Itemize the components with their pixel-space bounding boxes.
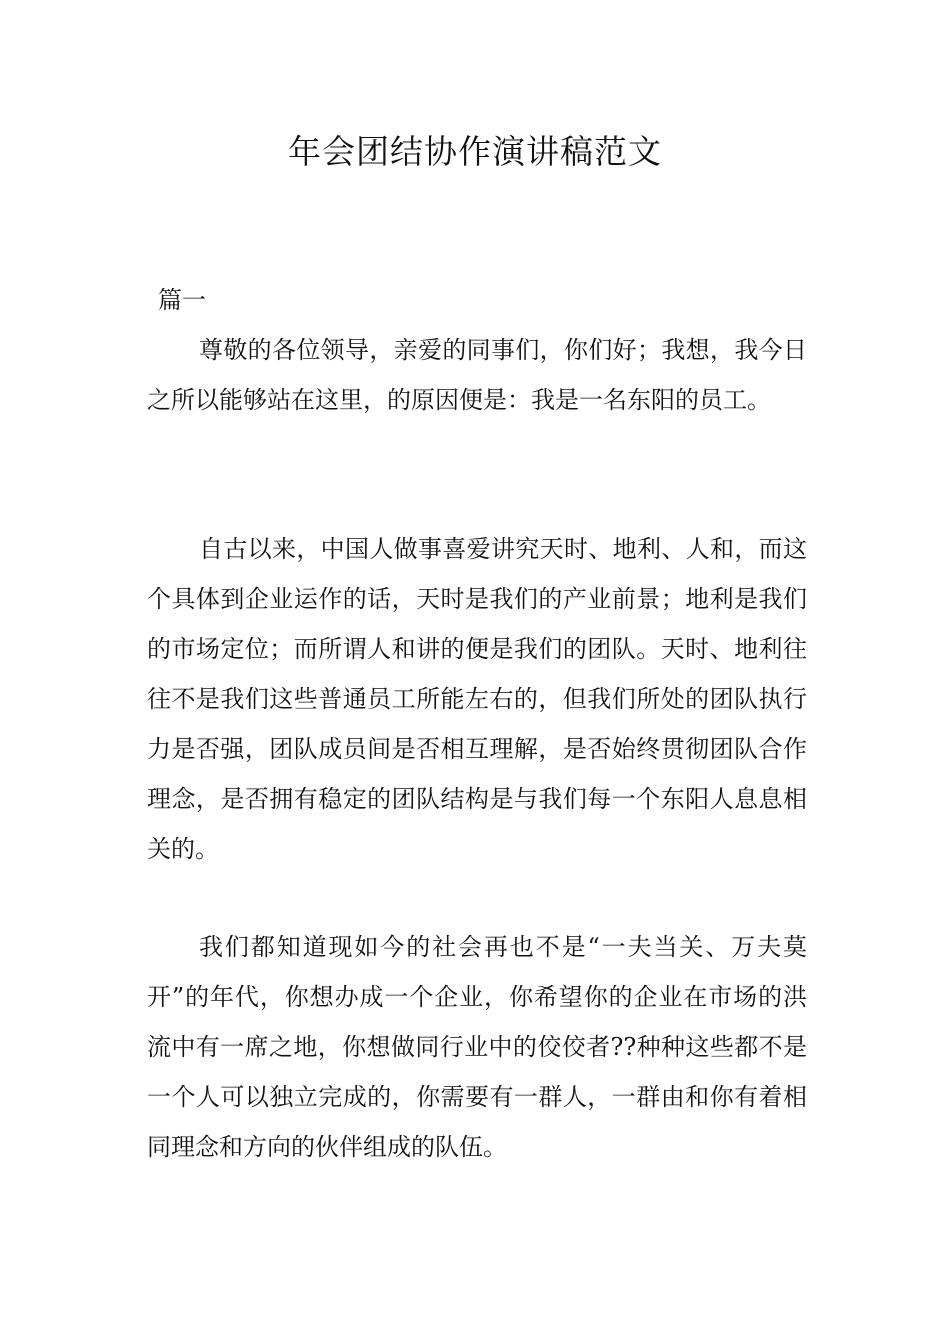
document-title: 年会团结协作演讲稿范文 xyxy=(288,132,662,171)
paragraph-1: 尊敬的各位领导，亲爱的同事们，你们好；我想，我今日之所以能够站在这里，的原因便是：我是一名东阳的员工。 xyxy=(147,336,807,414)
paragraph-3: 我们都知道现如今的社会再也不是“一夫当关、万夫莫开”的年代，你想办成一个企业，你希望你的企业在市场的洪流中有一席之地，你想做同行业中的佼佼者??种种这些都不是一个人可以独立完成的，你需要有一群人，一群由和你有着相同理念和方向的伙伴组成的队伍。 xyxy=(147,933,807,1161)
paragraph-2: 自古以来，中国人做事喜爱讲究天时、地利、人和，而这个具体到企业运作的话，天时是我们的产业前景；地利是我们的市场定位；而所谓人和讲的便是我们的团队。天时、地利往往不是我们这些普通员工所能左右的，但我们所处的团队执行力是否强，团队成员间是否相互理解，是否始终贯彻团队合作理念，是否拥有稳定的团队结构是与我们每一个东阳人息息相关的。 xyxy=(147,535,807,863)
section-label: 篇一 xyxy=(158,286,206,314)
